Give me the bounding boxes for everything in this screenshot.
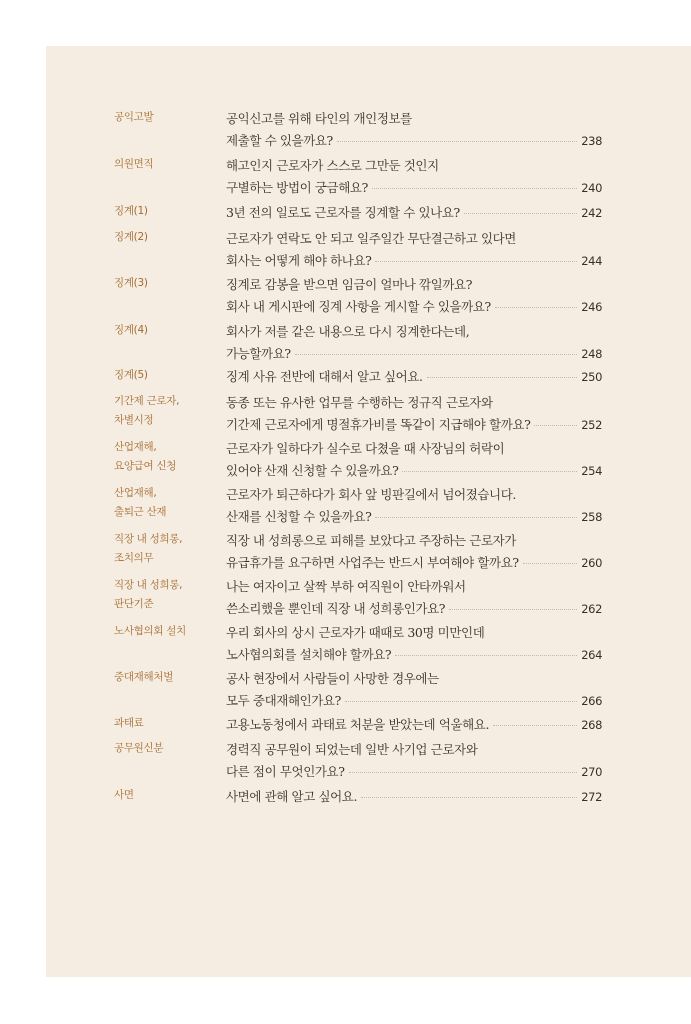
toc-title-line-with-page [226,366,602,388]
toc-category: 징계(2) [114,231,148,243]
leader-dots [427,377,578,378]
toc-category: 직장 내 성희롱, 판단기준 [114,579,183,610]
toc-title-line: 직장 내 성희롱으로 피해를 보았다고 주장하는 근로자가 [226,533,516,548]
toc-title-line: 구별하는 방법이 궁금해요? [226,180,368,195]
toc-title-line: 있어야 산재 신청할 수 있을까요? [226,463,399,478]
leader-dots [534,425,577,426]
toc-title-line-with-page [226,786,602,808]
toc-page-number: 246 [581,300,602,314]
leader-dots [349,772,578,773]
toc-title-line: 유급휴가를 요구하면 사업주는 반드시 부여해야 할까요? [226,555,519,570]
toc-category: 공익고발 [114,111,154,123]
toc-title-line: 동종 또는 유사한 업무를 수행하는 정규직 근로자와 [226,395,493,410]
toc-page-number: 254 [581,464,602,478]
toc-title-line: 사면에 관해 알고 싶어요. [226,789,358,804]
toc-category: 과태료 [114,717,144,729]
toc-title-line-with-page [226,414,602,436]
leader-dots [295,354,578,355]
toc-title-line: 경력직 공무원이 되었는데 일반 사기업 근로자와 [226,742,478,757]
leader-dots [495,307,577,308]
leader-dots [361,797,577,798]
toc-title-line-with-page [226,460,602,482]
toc-title-line: 산재를 신청할 수 있을까요? [226,509,372,524]
toc-page-number: 252 [581,418,602,432]
toc-title-line: 다른 점이 무엇인가요? [226,764,345,779]
toc-title-line: 징계로 감봉을 받으면 임금이 얼마나 깎일까요? [226,277,472,292]
toc-title-line-with-page [226,644,602,666]
toc-title-line-with-page [226,598,602,620]
leader-dots [464,213,577,214]
toc-page-number: 266 [581,694,602,708]
leader-dots [372,188,577,189]
leader-dots [375,517,577,518]
toc-page-number: 264 [581,648,602,662]
toc-title-line: 노사협의회를 설치해야 할까요? [226,647,392,662]
toc-category: 징계(1) [114,205,148,217]
leader-dots [402,471,577,472]
leader-dots [345,701,577,702]
toc-title-line: 근로자가 퇴근하다가 회사 앞 빙판길에서 넘어졌습니다. [226,487,516,502]
toc-page-number: 250 [581,370,602,384]
leader-dots [449,609,577,610]
toc-title-line: 나는 여자이고 살짝 부하 여직원이 안타까워서 [226,579,466,594]
leader-dots [395,655,577,656]
toc-title-line-with-page [226,202,602,224]
toc-title-line-with-page [226,714,602,736]
toc-title-line: 해고인지 근로자가 스스로 그만둔 것인지 [226,158,439,173]
toc-title-line-with-page [226,130,602,152]
toc-title-line: 공사 현장에서 사람들이 사망한 경우에는 [226,671,439,686]
toc-category: 의원면직 [114,158,154,170]
toc-title-line-with-page [226,761,602,783]
toc-title-line: 모두 중대재해인가요? [226,693,341,708]
toc-title-line: 쓴소리했을 뿐인데 직장 내 성희롱인가요? [226,601,446,616]
toc-category: 산업재해, 출퇴근 산재 [114,487,167,518]
toc-title-line-with-page [226,296,602,318]
toc-page-number: 242 [581,206,602,220]
toc-title-line: 근로자가 연락도 안 되고 일주일간 무단결근하고 있다면 [226,231,516,246]
toc-category: 공무원신분 [114,742,164,754]
toc-title-line-with-page [226,343,602,365]
toc-page-number: 270 [581,765,602,779]
toc-category: 노사협의회 설치 [114,625,186,637]
toc-category: 산업재해, 요양급여 신청 [114,441,177,472]
toc-page-number: 244 [581,254,602,268]
toc-title-line-with-page [226,552,602,574]
leader-dots [493,725,577,726]
toc-page-number: 240 [581,181,602,195]
toc-category: 징계(3) [114,277,148,289]
leader-dots [337,141,577,142]
toc-page-number: 248 [581,347,602,361]
toc-page-number: 262 [581,602,602,616]
toc-title-line: 회사가 저를 같은 내용으로 다시 징계한다는데, [226,324,470,339]
toc-title-line: 근로자가 일하다가 실수로 다쳤을 때 사장님의 허락이 [226,441,505,456]
toc-title-line-with-page [226,177,602,199]
toc-title-line: 회사는 어떻게 해야 하나요? [226,253,372,268]
toc-page-number: 272 [581,790,602,804]
toc-title-line: 3년 전의 일로도 근로자를 징계할 수 있나요? [226,205,460,220]
toc-category: 직장 내 성희롱, 조치의무 [114,533,183,564]
toc-title-line-with-page [226,690,602,712]
toc-page-number: 268 [581,718,602,732]
toc-category: 징계(4) [114,324,148,336]
toc-page [46,46,691,977]
toc-page-number: 258 [581,510,602,524]
leader-dots [375,261,577,262]
toc-category: 징계(5) [114,369,148,381]
toc-category: 중대재해처벌 [114,671,174,683]
toc-title-line: 징계 사유 전반에 대해서 알고 싶어요. [226,369,423,384]
toc-title-line: 우리 회사의 상시 근로자가 때때로 30명 미만인데 [226,625,485,640]
leader-dots [523,563,578,564]
toc-title-line: 고용노동청에서 과태료 처분을 받았는데 억울해요. [226,717,490,732]
toc-title-line: 제출할 수 있을까요? [226,133,333,148]
toc-title-line: 공익신고를 위해 타인의 개인정보를 [226,111,412,126]
toc-page-number: 238 [581,134,602,148]
toc-title-line-with-page [226,506,602,528]
toc-title-line-with-page [226,250,602,272]
toc-title-line: 기간제 근로자에게 명절휴가비를 똑같이 지급해야 할까요? [226,417,531,432]
toc-category: 사면 [114,789,134,801]
toc-page-number: 260 [581,556,602,570]
toc-title-line: 회사 내 게시판에 징계 사항을 게시할 수 있을까요? [226,299,491,314]
toc-title-line: 가능할까요? [226,346,291,361]
toc-category: 기간제 근로자, 차별시정 [114,395,180,426]
